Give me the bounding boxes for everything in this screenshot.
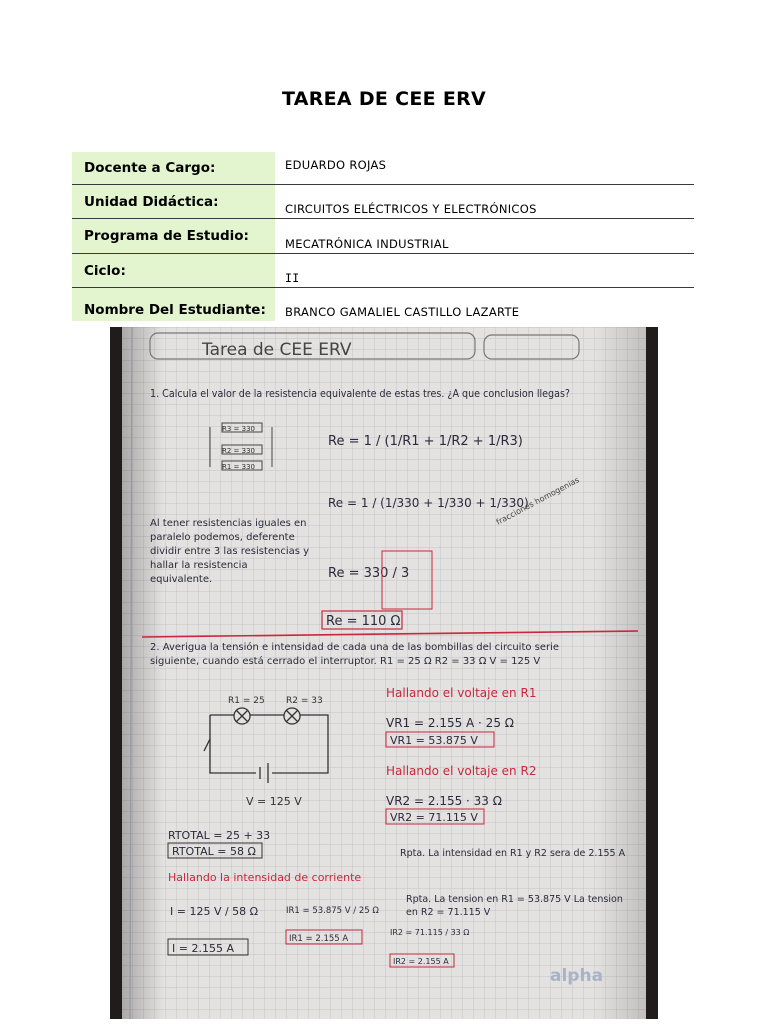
p2-answer1: Rpta. La intensidad en R1 y R2 sera de 2.155 A [400, 848, 626, 859]
p2-ir2-eq: IR2 = 71.115 / 33 Ω [390, 928, 470, 937]
field-label: Unidad Didáctica: [72, 185, 275, 218]
resistor-label: R3 = 330 [222, 425, 255, 433]
p2-vr2-heading: Hallando el voltaje en R2 [386, 764, 537, 778]
field-value: BRANCO GAMALIEL CASTILLO LAZARTE [285, 305, 520, 319]
p2-vr2-eq: VR2 = 2.155 · 33 Ω [386, 794, 502, 808]
field-label: Ciclo: [72, 254, 275, 287]
p2-vr1-heading: Hallando el voltaje en R1 [386, 686, 537, 700]
p2-vr1-result: VR1 = 53.875 V [390, 734, 478, 747]
field-row-docente [72, 152, 694, 185]
field-value: MECATRÓNICA INDUSTRIAL [285, 237, 449, 251]
resistor-label: R1 = 330 [222, 463, 255, 471]
field-label: Nombre Del Estudiante: [72, 288, 275, 321]
field-row-programa [72, 219, 694, 254]
p2-current-eq: I = 125 V / 58 Ω [170, 905, 259, 918]
p2-question: 2. Averigua la tensión e intensidad de cada una de las bombillas del circuito serie siguiente, cuando está cerrado el interruptor. R1 = 25 Ω R2 = 33 Ω V = 125 V [150, 642, 560, 667]
field-label: Programa de Estudio: [72, 219, 275, 253]
field-label: Docente a Cargo: [72, 152, 275, 184]
p1-eq2: Re = 1 / (1/330 + 1/330 + 1/330) [328, 496, 529, 510]
field-value: II [285, 271, 300, 285]
field-row-estudiante [72, 288, 694, 321]
notebook-header: Tarea de CEE ERV [202, 340, 352, 360]
info-table [72, 152, 694, 321]
p2-rtotal-result: RTOTAL = 58 Ω [172, 845, 256, 858]
circuit-label-r2: R2 = 33 [286, 696, 323, 706]
p1-eq3: Re = 330 / 3 [328, 566, 410, 581]
circuit-label-v: V = 125 V [246, 795, 302, 808]
p2-current-result: I = 2.155 A [172, 942, 234, 955]
field-row-ciclo [72, 254, 694, 288]
notebook-brand-logo: alpha [550, 966, 604, 986]
p1-conclusion: Al tener resistencias iguales en paralelo podemos, deferente dividir entre 3 las resistencias y hallar la resistencia equivalente. [150, 518, 310, 585]
field-row-unidad [72, 185, 694, 219]
p2-ir1-result: IR1 = 2.155 A [289, 934, 349, 944]
p1-question: 1. Calcula el valor de la resistencia equivalente de estas tres. ¿A que conclusion llegas? [150, 387, 571, 400]
p2-answer2: Rpta. La tension en R1 = 53.875 V La tension en R2 = 71.115 V [406, 894, 623, 918]
p2-ir2-result: IR2 = 2.155 A [393, 957, 449, 966]
field-value: EDUARDO ROJAS [285, 158, 387, 172]
p2-current-heading: Hallando la intensidad de corriente [168, 871, 362, 884]
p2-rtotal: RTOTAL = 25 + 33 [168, 829, 271, 842]
p2-vr2-result: VR2 = 71.115 V [390, 811, 478, 824]
p1-eq1: Re = 1 / (1/R1 + 1/R2 + 1/R3) [328, 434, 523, 449]
field-value: CIRCUITOS ELÉCTRICOS Y ELECTRÓNICOS [285, 202, 537, 216]
page-title: TAREA DE CEE ERV [281, 88, 487, 110]
p1-side-note: fracciones homogenias [494, 475, 581, 527]
circuit-label-r1: R1 = 25 [228, 696, 265, 706]
resistor-label: R2 = 330 [222, 447, 255, 455]
p2-ir1-eq: IR1 = 53.875 V / 25 Ω [286, 906, 379, 916]
notebook-photo [110, 327, 658, 1019]
p1-result: Re = 110 Ω [326, 614, 401, 629]
p2-vr1-eq: VR1 = 2.155 A · 25 Ω [386, 716, 514, 730]
